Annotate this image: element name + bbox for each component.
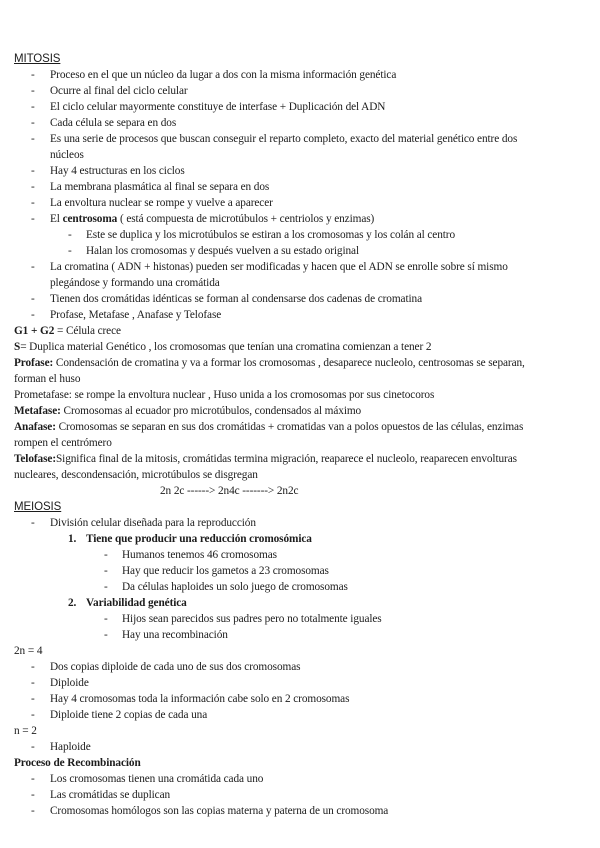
phase-profase-continuation: forman el huso bbox=[14, 373, 81, 385]
phase-anafase: Anafase: Cromosomas se separan en sus dos cromátidas + cromatidas van a polos opuestos de las células, enzimas bbox=[14, 421, 524, 433]
phase-prometafase: Prometafase: se rompe la envoltura nuclear , Huso unida a los cromosomas por sus cinetocoros bbox=[14, 389, 435, 401]
list-item-continuation: núcleos bbox=[50, 149, 84, 161]
phase-telofase: Telofase:Significa final de la mitosis, cromátidas termina migración, reaparece el nucleolo, reaparecen envolturas bbox=[14, 453, 517, 465]
phase-anafase-continuation: rompen el centrómero bbox=[14, 437, 112, 449]
ploidy-formula: 2n 2c ------> 2n4c -------> 2n2c bbox=[160, 485, 299, 497]
mitosis-heading: MITOSIS bbox=[14, 53, 61, 65]
phase-telofase-continuation: nucleares, descondensación, microtúbulos se disgregan bbox=[14, 469, 258, 481]
centrosoma-term: centrosoma bbox=[62, 213, 118, 225]
list-item-continuation: plegándose y formando una cromátida bbox=[50, 277, 220, 289]
phase-g1g2: G1 + G2 = Célula crece bbox=[14, 325, 121, 337]
recombination-title: Proceso de Recombinación bbox=[14, 757, 141, 769]
diploid-label: 2n = 4 bbox=[14, 645, 43, 657]
phase-profase: Profase: Condensación de cromatina y va a formar los cromosomas , desaparece nucleolo, centrosomas se separan, bbox=[14, 357, 525, 369]
meiosis-heading: MEIOSIS bbox=[14, 501, 62, 513]
phase-s: S= Duplica material Genético , los cromosomas que tenían una cromatina comienzan a tener 2 bbox=[14, 341, 432, 353]
haploid-label: n = 2 bbox=[14, 725, 37, 737]
phase-metafase: Metafase: Cromosomas al ecuador pro microtúbulos, condensados al máximo bbox=[14, 405, 362, 417]
